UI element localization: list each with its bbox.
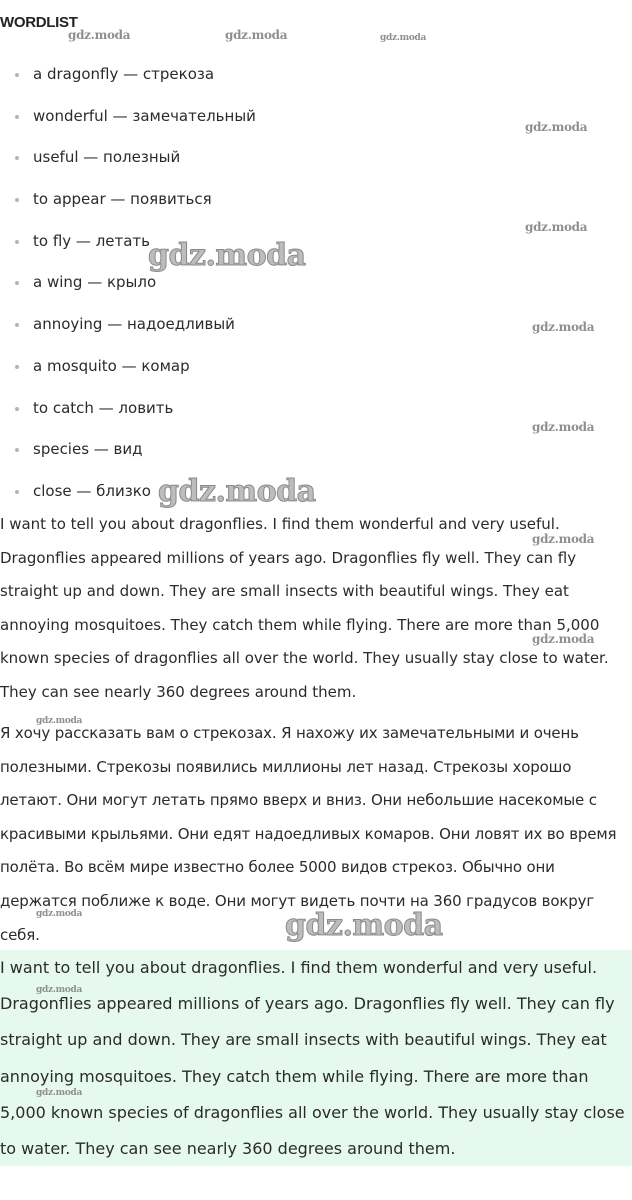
watermark: gdz.moda (532, 532, 595, 546)
list-item-text: wonderful — замечательный (33, 106, 256, 125)
bullet-icon (15, 73, 19, 77)
list-item-text: a wing — крыло (33, 273, 157, 292)
bullet-icon (15, 198, 19, 202)
list-item-text: to catch — ловить (33, 398, 174, 417)
watermark: gdz.moda (158, 474, 316, 509)
list-item (0, 429, 256, 471)
paragraph-english: I want to tell you about dragonflies. I find them wonderful and very useful. Dragonflies appeared millions of years ago. Dragonflies fly well. They can fly straight up and down. They are small insects with beautiful wings. They eat annoying mosquitoes. They catch them while flying. There are more than 5,000 known species of dragonflies all over the world. They usually stay close to water. They can see nearly 360 degrees around them. (0, 515, 609, 701)
watermark: gdz.moda (225, 28, 288, 42)
bullet-icon (15, 365, 19, 369)
watermark: gdz.moda (532, 420, 595, 434)
watermark: gdz.moda (380, 33, 427, 43)
wordlist (0, 54, 256, 513)
list-item (0, 179, 256, 221)
list-item (0, 96, 256, 138)
list-item-text: to fly — летать (33, 231, 151, 250)
bullet-icon (15, 240, 19, 244)
list-item-text: annoying — надоедливый (33, 315, 235, 334)
watermark: gdz.moda (36, 909, 83, 919)
list-item (0, 346, 256, 388)
list-item (0, 388, 256, 430)
list-item (0, 137, 256, 179)
watermark: gdz.moda (525, 220, 588, 234)
bullet-icon (15, 323, 19, 327)
list-item-text: to appear — появиться (33, 190, 212, 209)
watermark: gdz.moda (36, 985, 83, 995)
watermark: gdz.moda (285, 908, 443, 943)
bullet-icon (15, 407, 19, 411)
watermark: gdz.moda (532, 320, 595, 334)
list-item-text: useful — полезный (33, 148, 181, 167)
watermark: gdz.moda (36, 1088, 83, 1098)
list-item-text: a dragonfly — стрекоза (33, 65, 215, 83)
paragraph-russian: Я хочу рассказать вам о стрекозах. Я нахожу их замечательными и очень полезными. Стрекозы появились миллионы лет назад. Стрекозы хорошо летают. Они могут летать прямо вверх и вниз. Они небольшие насекомые с красивыми крыльями. Они едят надоедливых комаров. Они ловят их во время полёта. Во всём мире известно более 5000 видов стрекоз. Обычно они держатся поближе к воде. Они могут видеть почти на 360 градусов вокруг себя. (0, 724, 617, 944)
bullet-icon (15, 156, 19, 160)
bullet-icon (15, 115, 19, 119)
list-item-text: species — вид (33, 440, 143, 459)
watermark: gdz.moda (532, 632, 595, 646)
list-item (0, 54, 256, 96)
paragraph-highlighted: I want to tell you about dragonflies. I find them wonderful and very useful. Dragonflies appeared millions of years ago. Dragonflies fly well. They can fly straight up and down. They are small insects with beautiful wings. They eat annoying mosquitoes. They catch them while flying. There are more than 5,000 known species of dragonflies all over the world. They usually stay close to water. They can see nearly 360 degrees around them. (0, 958, 625, 1159)
watermark: gdz.moda (148, 238, 306, 273)
bullet-icon (15, 281, 19, 285)
wordlist-heading: WORDLIST (0, 14, 78, 31)
bullet-icon (15, 490, 19, 494)
list-item (0, 304, 256, 346)
list-item-text: a mosquito — комар (33, 356, 190, 375)
watermark: gdz.moda (68, 28, 131, 42)
list-item-text: close — близко (33, 481, 151, 500)
watermark: gdz.moda (36, 716, 83, 726)
bullet-icon (15, 448, 19, 452)
watermark: gdz.moda (525, 120, 588, 134)
